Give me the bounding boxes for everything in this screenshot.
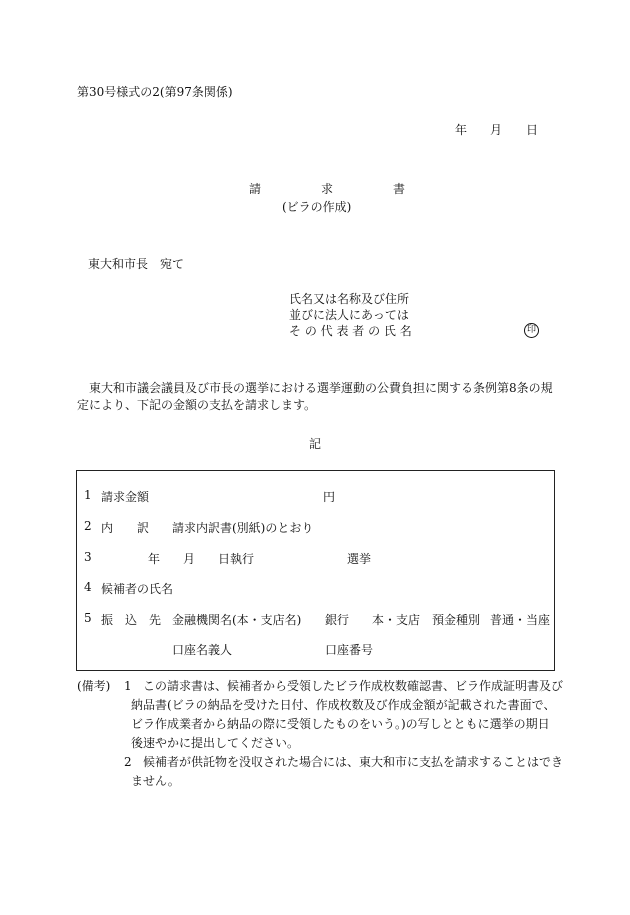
request-statement: 東大和市議会議員及び市長の選挙における選挙運動の公費負担に関する条例第8条の規定により、下記の金額の支払を請求します。 [77, 381, 553, 412]
item-2-label: 内 訳 [101, 521, 150, 535]
item-5-deposit-options: 普通・当座 [490, 613, 551, 627]
form-number: 第30号様式の2(第97条関係) [77, 85, 233, 99]
item-5-number: 5 [84, 611, 92, 625]
date-month-label: 月 [490, 123, 503, 137]
item-5-deposit-type: 預金種別 [432, 613, 481, 627]
item-5-bank-suffix: 銀行 [325, 613, 350, 627]
item-1-unit: 円 [323, 490, 336, 504]
item-3-month: 月 [183, 552, 196, 566]
applicant-line-3: そ の 代 表 者 の 氏 名 [289, 324, 412, 338]
item-1-number: 1 [84, 488, 92, 502]
applicant-line-1: 氏名又は名称及び住所 [289, 292, 410, 306]
note-1-line-2: 納品書(ビラの納品を受けた日付、作成枚数及び作成金額が記載された書面で、 [131, 698, 556, 712]
note-1-line-1: この請求書は、候補者から受領したビラ作成枚数確認書、ビラ作成証明書及び [143, 679, 564, 693]
document-title: 請 求 書 [249, 182, 406, 196]
item-5-label: 振 込 先 [101, 613, 162, 627]
item-4-label: 候補者の氏名 [101, 582, 174, 596]
item-3-election: 選挙 [347, 552, 372, 566]
date-day-label: 日 [526, 123, 539, 137]
item-2-number: 2 [84, 519, 92, 533]
applicant-block [289, 291, 412, 339]
note-2-line-1: 候補者が供託物を没収された場合には、東大和市に支払を請求することはでき [143, 755, 564, 769]
applicant-line-2: 並びに法人にあっては [289, 308, 409, 322]
item-5-branch: 本・支店 [372, 613, 421, 627]
item-4-number: 4 [84, 580, 92, 594]
item-3-number: 3 [84, 550, 92, 564]
item-2-value: 請求内訳書(別紙)のとおり [172, 521, 314, 535]
item-3-day-exec: 日執行 [218, 552, 255, 566]
document-subtitle: (ビラの作成) [282, 200, 352, 214]
addressee: 東大和市長 宛て [88, 257, 185, 271]
note-1-number: 1 [124, 679, 132, 693]
item-1-label: 請求金額 [101, 490, 150, 504]
date-year-label: 年 [455, 123, 468, 137]
note-1-line-4: 後速やかに提出してください。 [131, 736, 300, 750]
ki-heading: 記 [309, 437, 322, 451]
note-2-line-2: ません。 [131, 774, 180, 788]
item-3-year: 年 [148, 552, 161, 566]
item-5-bank: 金融機関名(本・支店名) [172, 613, 302, 627]
item-5-account-name: 口座名義人 [172, 643, 233, 657]
notes-label: (備考) [77, 679, 111, 693]
item-5-account-number: 口座番号 [325, 643, 374, 657]
note-1-line-3: ビラ作成業者から納品の際に受領したものをいう。)の写しとともに選挙の期日 [131, 717, 550, 731]
note-2-number: 2 [124, 755, 132, 769]
seal-mark: 印 [524, 323, 539, 338]
